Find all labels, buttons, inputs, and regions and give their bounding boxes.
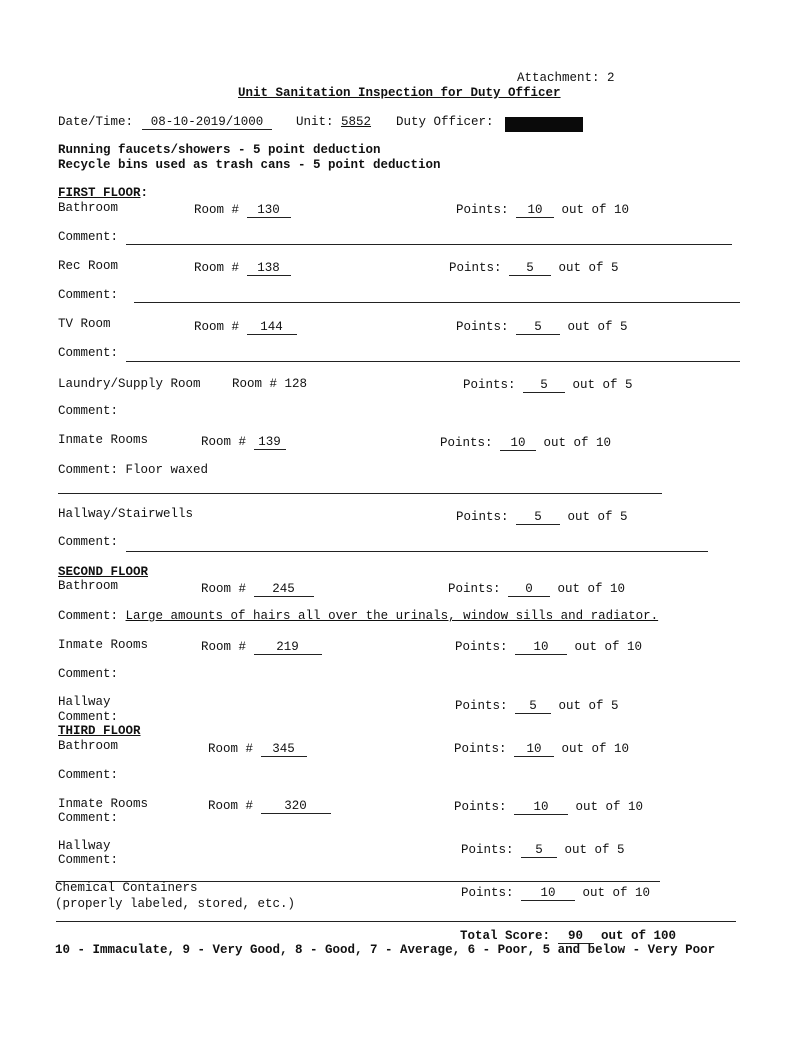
third-inmate-rooms-comment-label: Comment: — [58, 811, 119, 825]
comment-line — [126, 551, 708, 552]
laundry-points: Points: 5 out of 5 — [463, 378, 633, 392]
third-hallway-name: Hallway — [58, 839, 111, 853]
date-value: 08-10-2019/1000 — [142, 116, 272, 130]
tv-room-name: TV Room — [58, 317, 111, 331]
unit-label: Unit: — [296, 115, 334, 129]
second-inmate-rooms-points: Points: 10 out of 10 — [455, 640, 643, 654]
second-floor-heading: SECOND FLOOR — [58, 565, 149, 579]
rule-faucets: Running faucets/showers - 5 point deduction — [58, 143, 381, 157]
third-inmate-rooms-name: Inmate Rooms — [58, 797, 149, 811]
second-bathroom-points: Points: 0 out of 10 — [448, 582, 626, 596]
chemical-containers-note: (properly labeled, stored, etc.) — [55, 897, 296, 911]
duty-officer-label: Duty Officer: — [396, 115, 494, 129]
rec-room-room: Room # 138 — [194, 261, 291, 276]
comment-line — [126, 244, 732, 245]
first-bathroom-name: Bathroom — [58, 201, 119, 215]
first-floor-heading: FIRST FLOOR: — [58, 186, 149, 200]
first-hallway-comment-label: Comment: — [58, 535, 119, 549]
second-bathroom-room: Room # 245 — [201, 582, 314, 597]
laundry-name: Laundry/Supply Room — [58, 377, 201, 391]
tv-room-room: Room # 144 — [194, 320, 297, 335]
redaction-block — [505, 117, 583, 132]
third-hallway-comment-label: Comment: — [58, 853, 119, 867]
tv-room-points: Points: 5 out of 5 — [456, 320, 628, 334]
chemical-containers-label: Chemical Containers — [55, 881, 198, 895]
second-hallway-comment-label: Comment: — [58, 710, 119, 724]
first-inmate-rooms-comment: Comment: Floor waxed — [58, 463, 209, 477]
second-hallway-points: Points: 5 out of 5 — [455, 699, 619, 713]
first-inmate-rooms-points: Points: 10 out of 10 — [440, 436, 612, 450]
first-hallway-name: Hallway/Stairwells — [58, 507, 194, 521]
third-bathroom-room: Room # 345 — [208, 742, 307, 757]
tv-room-comment-label: Comment: — [58, 346, 119, 360]
rec-room-comment-label: Comment: — [58, 288, 119, 302]
rec-room-points: Points: 5 out of 5 — [449, 261, 619, 275]
attachment-label: Attachment: 2 — [517, 71, 615, 85]
first-bathroom-comment-label: Comment: — [58, 230, 119, 244]
first-bathroom-points: Points: 10 out of 10 — [456, 203, 630, 217]
rec-room-name: Rec Room — [58, 259, 119, 273]
third-inmate-rooms-room: Room # 320 — [208, 799, 331, 814]
first-hallway-points: Points: 5 out of 5 — [456, 510, 628, 524]
third-floor-heading: THIRD FLOOR — [58, 724, 141, 738]
comment-line — [134, 302, 740, 303]
total-score: Total Score: 90 out of 100 — [460, 929, 677, 943]
third-hallway-points: Points: 5 out of 5 — [461, 843, 625, 857]
second-bathroom-comment: Comment: Large amounts of hairs all over the urinals, window sills and radiator. — [58, 609, 659, 623]
first-inmate-rooms-name: Inmate Rooms — [58, 433, 149, 447]
unit-value: 5852 — [341, 115, 372, 129]
second-inmate-rooms-comment-label: Comment: — [58, 667, 119, 681]
rule-recycle: Recycle bins used as trash cans - 5 point deduction — [58, 158, 441, 172]
laundry-room: Room # 128 — [232, 377, 308, 391]
second-hallway-name: Hallway — [58, 695, 111, 709]
rating-legend: 10 - Immaculate, 9 - Very Good, 8 - Good, 7 - Average, 6 - Poor, 5 and below - Very Poor — [55, 943, 716, 957]
third-bathroom-points: Points: 10 out of 10 — [454, 742, 630, 756]
section-divider — [58, 493, 662, 494]
third-inmate-rooms-points: Points: 10 out of 10 — [454, 800, 644, 814]
section-divider — [56, 921, 736, 922]
comment-line — [126, 361, 740, 362]
first-inmate-rooms-room: Room # 139 — [201, 435, 286, 450]
laundry-comment-label: Comment: — [58, 404, 119, 418]
page-title: Unit Sanitation Inspection for Duty Officer — [238, 86, 561, 100]
date-label: Date/Time: — [58, 115, 134, 129]
second-inmate-rooms-room: Room # 219 — [201, 640, 322, 655]
chemical-containers-points: Points: 10 out of 10 — [461, 886, 651, 900]
second-inmate-rooms-name: Inmate Rooms — [58, 638, 149, 652]
first-bathroom-room: Room # 130 — [194, 203, 291, 218]
second-bathroom-name: Bathroom — [58, 579, 119, 593]
third-bathroom-name: Bathroom — [58, 739, 119, 753]
third-bathroom-comment-label: Comment: — [58, 768, 119, 782]
